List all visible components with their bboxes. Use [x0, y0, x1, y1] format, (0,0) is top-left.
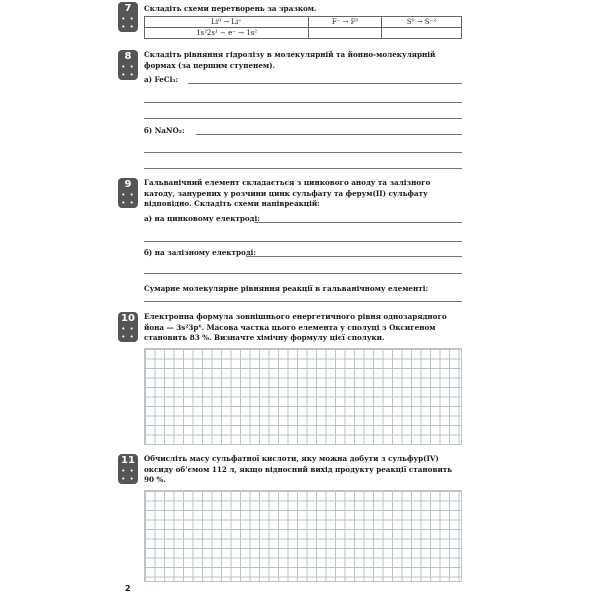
task-10 [116, 312, 466, 442]
task-number: 9 [124, 179, 132, 190]
scheme-empty-cell[interactable] [309, 28, 382, 39]
answer-line[interactable] [144, 168, 462, 169]
task-number: 10 [121, 313, 135, 324]
difficulty-dots-icon: • • • • [121, 15, 135, 31]
scheme-header: Li⁰ → Li⁺ [145, 17, 309, 28]
answer-line[interactable] [188, 83, 462, 84]
answer-line[interactable] [144, 152, 462, 153]
task-7 [116, 2, 466, 44]
task-number-badge [118, 312, 138, 342]
scheme-table [144, 16, 462, 39]
task-number: 7 [124, 3, 132, 14]
answer-line[interactable] [246, 256, 462, 257]
workbook-page [116, 0, 466, 600]
answer-line[interactable] [144, 301, 462, 302]
task-text: Складіть схеми перетворень за зразком. [144, 4, 317, 13]
task-text: Гальванічний елемент складається з цинкового аноду та залізного катоду, занурених у розчини цинк сульфату та ферум(ІІ) сульфату відповідно. Складіть схеми напівреакцій: [144, 178, 431, 208]
scheme-header: F⁻ → F⁰ [309, 17, 382, 28]
difficulty-dots-icon: • • • • [121, 191, 135, 207]
task-number: 11 [121, 455, 135, 466]
answer-line[interactable] [144, 273, 462, 274]
difficulty-dots-icon: • • • • [121, 325, 135, 341]
answer-label-a: а) FeCl₃: [144, 75, 179, 84]
task-11 [116, 452, 466, 582]
difficulty-dots-icon: • • • • [121, 467, 135, 483]
task-text: Обчисліть масу сульфатної кислоти, яку можна добути з сульфур(IV) оксиду об’ємом 112 л, якщо відносний вихід продукту реакції становить 90 %. [144, 454, 453, 484]
task-text: Складіть рівняння гідролізу в молекулярній та йонно-молекулярній формах (за першим ступенем). [144, 50, 436, 70]
difficulty-dots-icon: • • • • [121, 63, 135, 79]
page-number: 2 [125, 584, 131, 593]
answer-line[interactable] [144, 241, 462, 242]
task-9 [116, 176, 466, 306]
task-number-badge [118, 178, 138, 208]
task-number-badge [118, 2, 138, 32]
answer-label-b: б) NaNO₂: [144, 126, 185, 135]
task-number: 8 [124, 51, 132, 62]
answer-label-b: б) на залізному електроді: [144, 248, 256, 257]
answer-grid[interactable] [144, 348, 462, 445]
answer-line[interactable] [144, 118, 462, 119]
sum-equation-label: Сумарне молекулярне рівняння реакції в гальванічному елементі: [144, 284, 429, 293]
scheme-empty-cell[interactable] [382, 28, 462, 39]
scheme-header: S⁰ → S⁻² [382, 17, 462, 28]
scheme-example: 1s²2s¹ − e⁻ → 1s² [145, 28, 309, 39]
answer-line[interactable] [196, 134, 462, 135]
task-number-badge [118, 454, 138, 484]
answer-line[interactable] [254, 222, 462, 223]
answer-line[interactable] [144, 102, 462, 103]
answer-grid[interactable] [144, 490, 462, 582]
task-number-badge [118, 50, 138, 80]
task-text: Електронна формула зовнішнього енергетичного рівня однозарядного йона — 3s²3p⁶. Масова частка цього елемента у сполуці з Оксигеном становить 83 %. Визначте хімічну формулу цієї сполуки. [144, 312, 447, 342]
task-8 [116, 48, 466, 172]
answer-label-a: а) на цинковому електроді: [144, 214, 260, 223]
